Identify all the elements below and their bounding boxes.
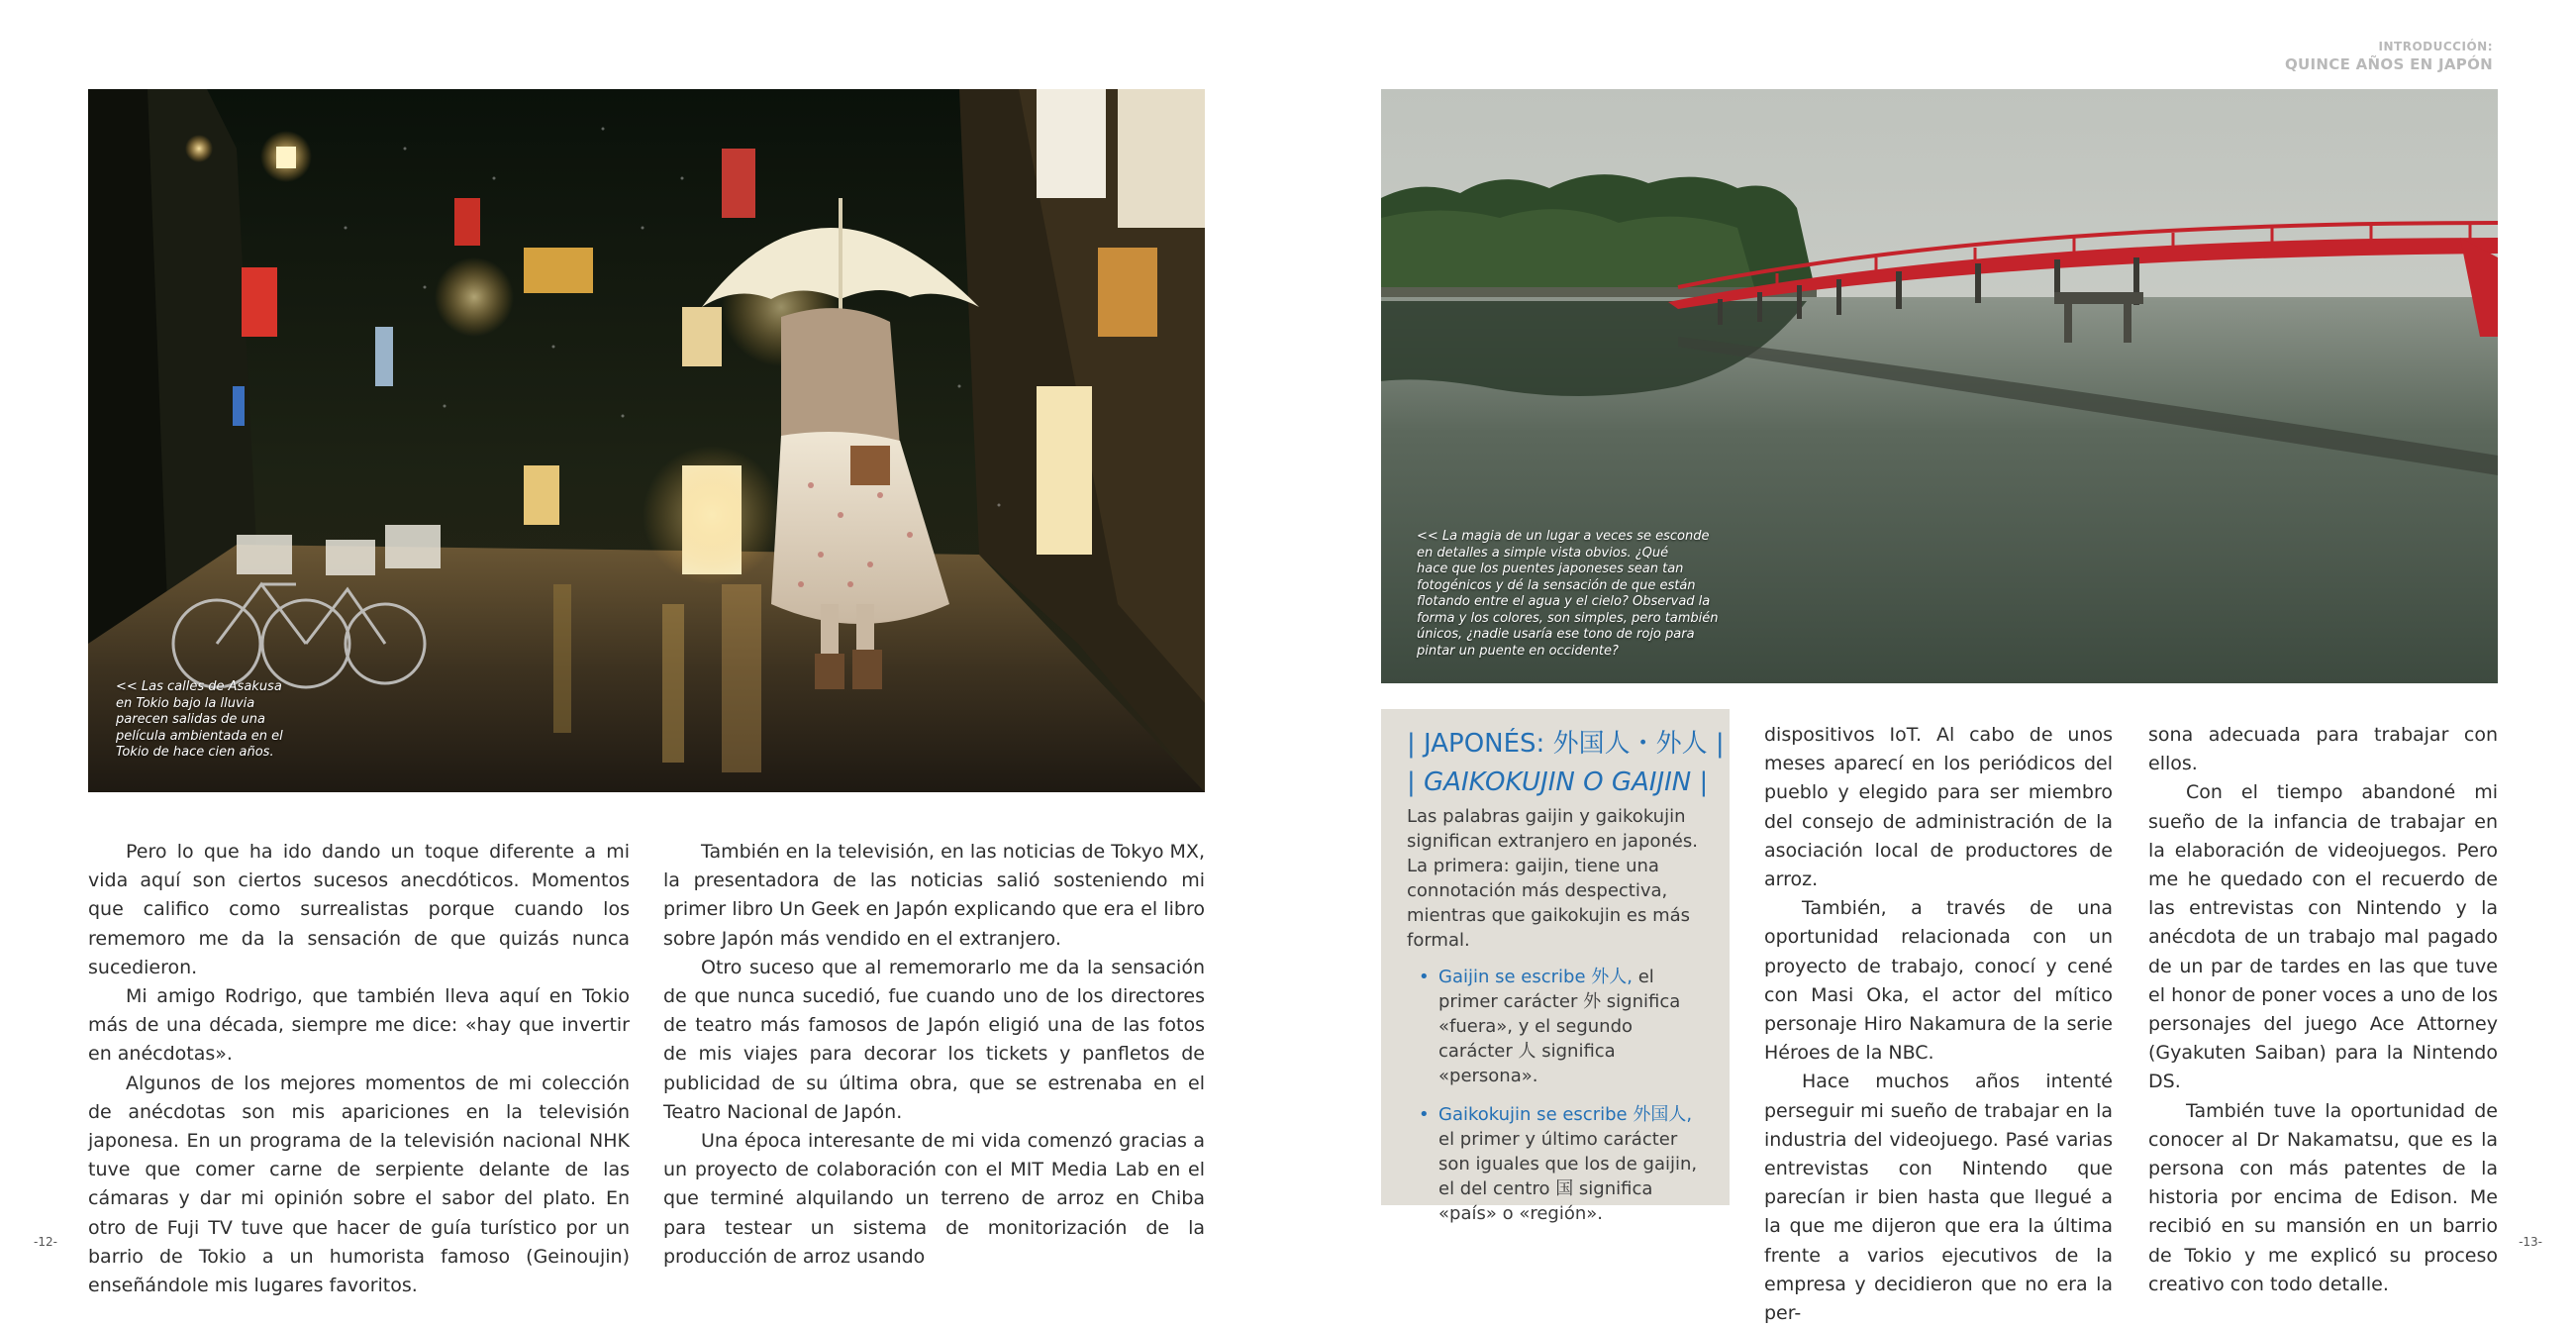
paragraph: sona adecuada para trabajar con ellos. [2148,724,2498,775]
caption-line: parecen salidas de una [116,712,265,727]
paragraph: dispositivos IoT. Al cabo de unos meses aparecí en los periódicos del pueblo y elegido para ser miembro del consejo de administración de la asociación local de productores de arroz. [1764,724,2113,891]
paragraph: Hace muchos años intenté perseguir mi sueño de trabajar en la industria del videojuego. Pasé varias entrevistas con Nintendo que parecían ir bien hasta que llegué a la que me dijeron que era la última frente a varios ejecutivos de la empresa y decidieron que no era la per- [1764,1071,2113,1325]
list-item [1438,965,1704,1088]
sidebar-body [1407,804,1704,1240]
term-gaijin: Gaijin se escribe 外人, [1438,967,1633,987]
caption-line: en detalles a simple vista obvios. ¿Qué [1417,545,1669,561]
caption-line: en Tokio bajo la lluvia [116,695,255,711]
caption-line: película ambientada en el [116,728,283,744]
paragraph: Pero lo que ha ido dando un toque diferente a mi vida aquí son ciertos sucesos anecdóticos. Momentos que califico como surrealistas porque cuando los rememoro me da la sensación de que quizás nunca sucedieron. [88,841,630,978]
paragraph: Con el tiempo abandoné mi sueño de la infancia de trabajar en la elaboración de videojuegos. Pero me he quedado con el recuerdo de las entrevistas con Nintendo y la anécdota de un trabajo mal pagado de un par de tardes en las que tuve el honor de poner voces a uno de los personajes del juego Ace Attorney (Gyakuten Saiban) para la Nintendo DS. [2148,781,2498,1093]
photo-asakusa-street [88,89,1205,792]
vocabulary-sidebar [1381,709,1730,1224]
photo-bridge-caption [1417,529,1719,660]
title-bar: | [1407,767,1416,797]
caption-line: flotando entre el agua y el cielo? Observad la [1417,594,1711,609]
sidebar-title [1407,725,1725,802]
title-bar: | [1715,729,1725,759]
paragraph: También, a través de una oportunidad relacionada con un proyecto de trabajo, conocí y cené con Masi Oka, el actor del mítico personaje Hiro Nakamura de la serie Héroes de la NBC. [1764,897,2113,1065]
term-explanation: el primer carácter 外 significa «fuera», y el segundo carácter 人 significa «persona». [1438,967,1681,1086]
photo-asakusa-caption [116,679,283,762]
paragraph: Mi amigo Rodrigo, que también lleva aquí en Tokio más de una década, siempre me dice: «hay que invertir en anécdotas». [88,985,630,1066]
title-bar: | [1699,767,1709,797]
caption-line: Tokio de hace cien años. [116,745,274,760]
caption-line: hace que los puentes japoneses sean tan [1417,562,1684,576]
caption-line: << Las calles de Asakusa [116,679,282,694]
caption-line: forma y los colores, son simples, pero también [1417,610,1719,626]
sidebar-list [1407,965,1704,1226]
text-column-1 [88,838,630,1300]
term-gaikokujin: Gaikokujin se escribe 外国人, [1438,1104,1693,1125]
paragraph: Otro suceso que al rememorarlo me da la sensación de que nunca sucedió, fue cuando uno de los directores de teatro más famosos de Japón eligió una de las fotos de mis viajes para decorar los tickets y panfletos de publicidad de su última obra, que se estrenaba en el Teatro Nacional de Japón. [663,956,1205,1123]
caption-line: fotogénicos y dé la sensación de que están [1417,577,1696,593]
paragraph: También en la televisión, en las noticias de Tokyo MX, la presentadora de las noticias salió sosteniendo mi primer libro Un Geek en Japón explicando que era el libro sobre Japón más vendido en el extranjero. [663,841,1205,950]
running-head-section: INTRODUCCIÓN: [2378,40,2493,53]
caption-line: << La magia de un lugar a veces se esconde [1417,529,1710,544]
sidebar-title-line-2 [1407,764,1716,802]
photo-red-bridge [1381,89,2498,683]
title-bar: | [1407,729,1416,759]
title-text: JAPONÉS: 外国人・外人 [1424,729,1708,759]
page-number-left: -12- [34,1235,57,1249]
list-item [1438,1102,1704,1226]
text-column-3 [1764,721,2113,1328]
running-head [2285,40,2493,73]
page-number-right: -13- [2519,1235,2542,1249]
paragraph: Algunos de los mejores momentos de mi colección de anécdotas son mis apariciones en la televisión japonesa. En un programa de la televisión nacional NHK tuve que comer carne de serpiente delante de las cámaras y dar mi opinión sobre el sabor del plato. En otro de Fuji TV tuve que hacer de guía turístico por un barrio de Tokio a un humorista famoso (Geinoujin) enseñándole mis lugares favoritos. [88,1072,630,1297]
caption-line: únicos, ¿nadie usaría ese tono de rojo para [1417,627,1695,642]
caption-line: pintar un puente en occidente? [1417,643,1619,659]
title-text: GAIKOKUJIN O GAIJIN [1424,767,1692,797]
sidebar-title-line-1 [1407,725,1725,764]
paragraph: Una época interesante de mi vida comenzó gracias a un proyecto de colaboración con el MIT Media Lab en el que terminé alquilando un terreno de arroz en Chiba para testear un sistema de monitorización de la producción de arroz usando [663,1130,1205,1268]
text-column-2 [663,838,1205,1272]
sidebar-intro: Las palabras gaijin y gaikokujin significan extranjero en japonés. La primera: gaijin, tiene una connotación más despectiva, mientras que gaikokujin es más formal. [1407,806,1698,951]
term-explanation: el primer y último carácter son iguales que los de gaijin, el del centro 国 significa «país» o «región». [1438,1129,1698,1224]
paragraph: También tuve la oportunidad de conocer al Dr Nakamatsu, que es la persona con más patentes de la historia por encima de Edison. Me recibió en su mansión en un barrio de Tokio y me explicó su proceso creativo con todo detalle. [2148,1099,2498,1295]
running-head-chapter: QUINCE AÑOS EN JAPÓN [2285,55,2493,73]
text-column-4 [2148,721,2498,1299]
